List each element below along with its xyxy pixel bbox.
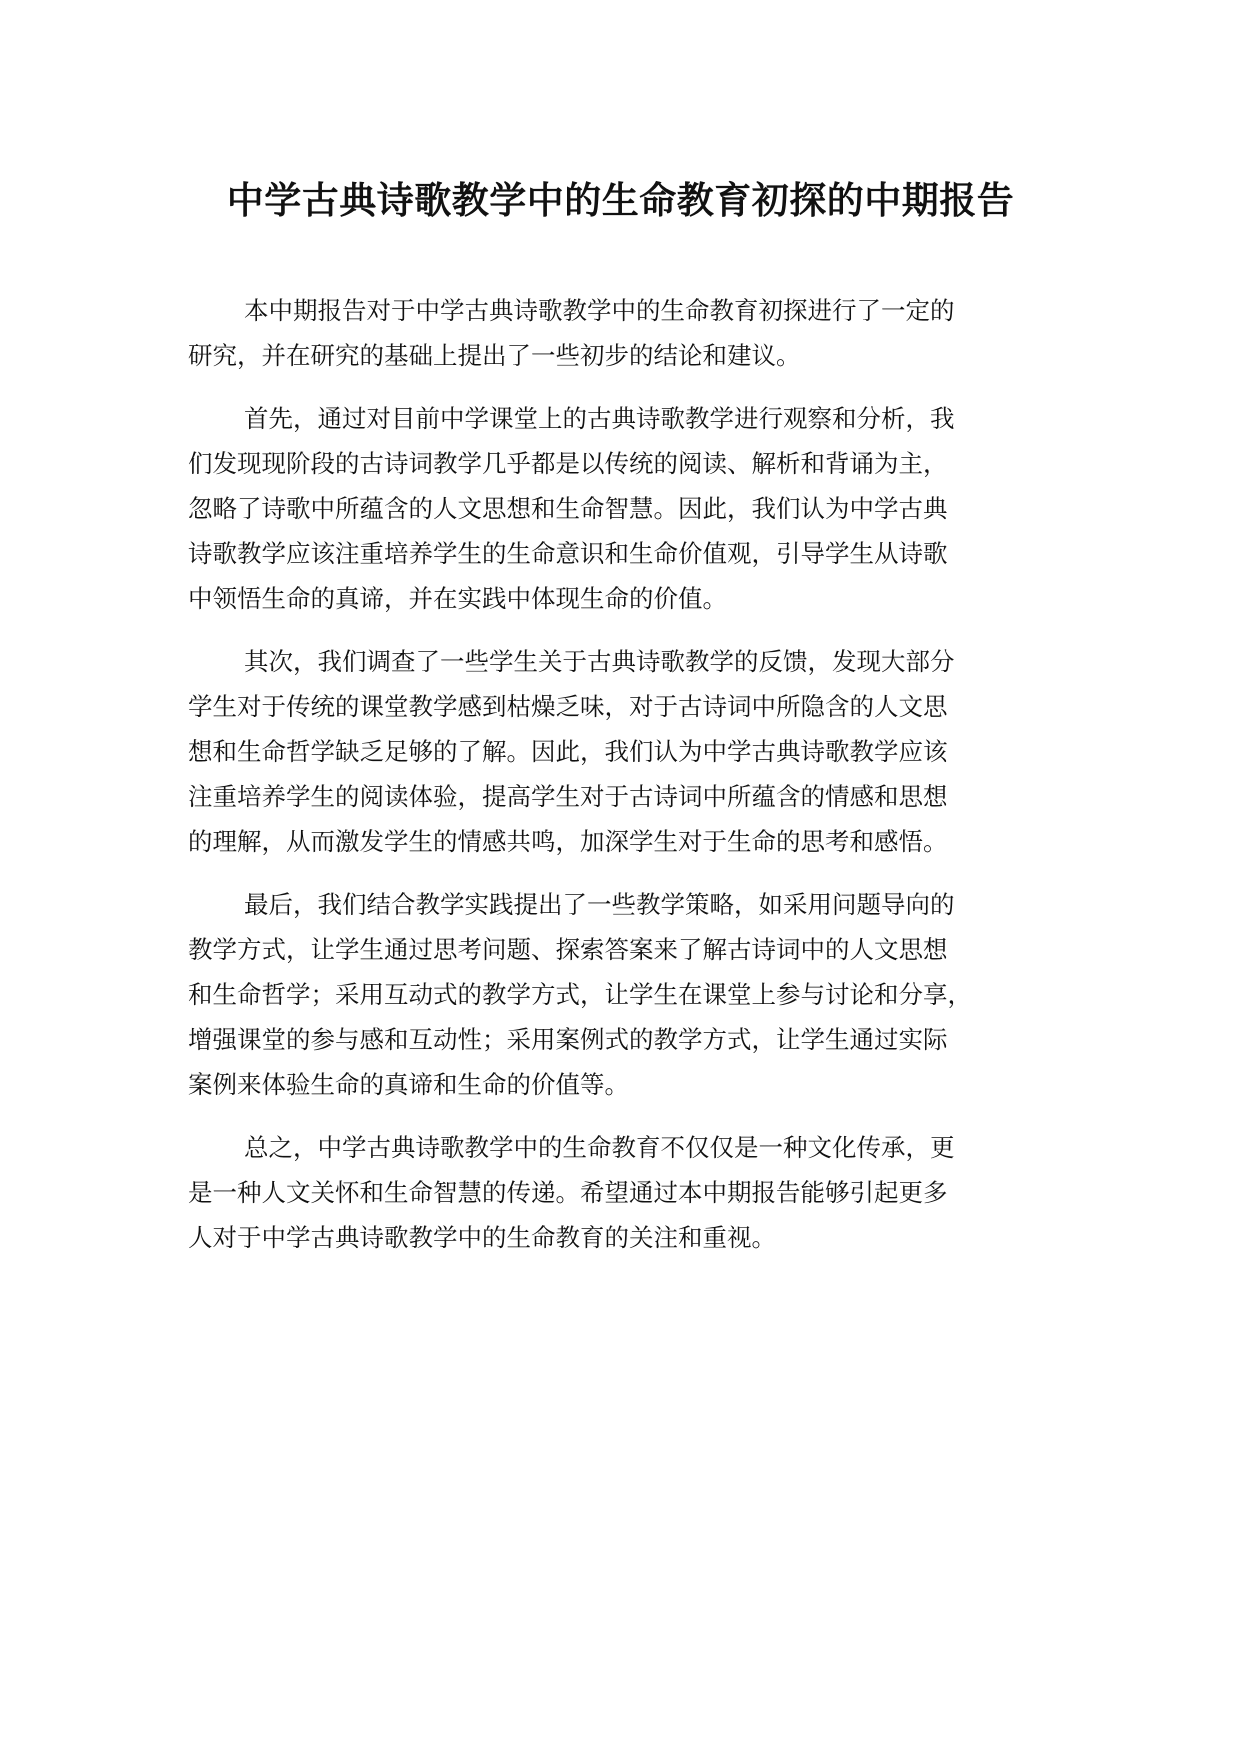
paragraph-line: 想和生命哲学缺乏足够的了解。因此，我们认为中学古典诗歌教学应该 [188, 737, 948, 766]
paragraph-line: 注重培养学生的阅读体验，提高学生对于古诗词中所蕴含的情感和思想 [188, 782, 948, 811]
paragraph-line: 忽略了诗歌中所蕴含的人文思想和生命智慧。因此，我们认为中学古典 [188, 494, 948, 523]
paragraph-line: 是一种人文关怀和生命智慧的传递。希望通过本中期报告能够引起更多 [188, 1178, 948, 1207]
paragraph-line: 首先，通过对目前中学课堂上的古典诗歌教学进行观察和分析，我 [244, 404, 955, 433]
paragraph-line: 总之，中学古典诗歌教学中的生命教育不仅仅是一种文化传承，更 [244, 1133, 955, 1162]
paragraph-line: 们发现现阶段的古诗词教学几乎都是以传统的阅读、解析和背诵为主， [188, 449, 948, 478]
paragraph-line: 诗歌教学应该注重培养学生的生命意识和生命价值观，引导学生从诗歌 [188, 539, 948, 568]
paragraph-line: 人对于中学古典诗歌教学中的生命教育的关注和重视。 [188, 1223, 776, 1252]
body-paragraph [188, 639, 1068, 864]
paragraph-line: 增强课堂的参与感和互动性；采用案例式的教学方式，让学生通过实际 [188, 1025, 948, 1054]
document-body [188, 288, 1068, 1278]
paragraph-line: 其次，我们调查了一些学生关于古典诗歌教学的反馈，发现大部分 [244, 647, 955, 676]
paragraph-line: 中领悟生命的真谛，并在实践中体现生命的价值。 [188, 584, 727, 613]
body-paragraph [188, 396, 1068, 621]
body-paragraph [188, 288, 1068, 378]
paragraph-line: 学生对于传统的课堂教学感到枯燥乏味，对于古诗词中所隐含的人文思 [188, 692, 948, 721]
paragraph-line: 的理解，从而激发学生的情感共鸣，加深学生对于生命的思考和感悟。 [188, 827, 948, 856]
body-paragraph [188, 882, 1068, 1107]
paragraph-line: 和生命哲学；采用互动式的教学方式，让学生在课堂上参与讨论和分享， [188, 980, 972, 1009]
paragraph-line: 教学方式，让学生通过思考问题、探索答案来了解古诗词中的人文思想 [188, 935, 948, 964]
document-title: 中学古典诗歌教学中的生命教育初探的中期报告 [226, 179, 1015, 222]
paragraph-line: 研究，并在研究的基础上提出了一些初步的结论和建议。 [188, 341, 801, 370]
paragraph-line: 最后，我们结合教学实践提出了一些教学策略，如采用问题导向的 [244, 890, 955, 919]
body-paragraph [188, 1125, 1068, 1260]
paragraph-line: 案例来体验生命的真谛和生命的价值等。 [188, 1070, 629, 1099]
paragraph-line: 本中期报告对于中学古典诗歌教学中的生命教育初探进行了一定的 [244, 296, 955, 325]
